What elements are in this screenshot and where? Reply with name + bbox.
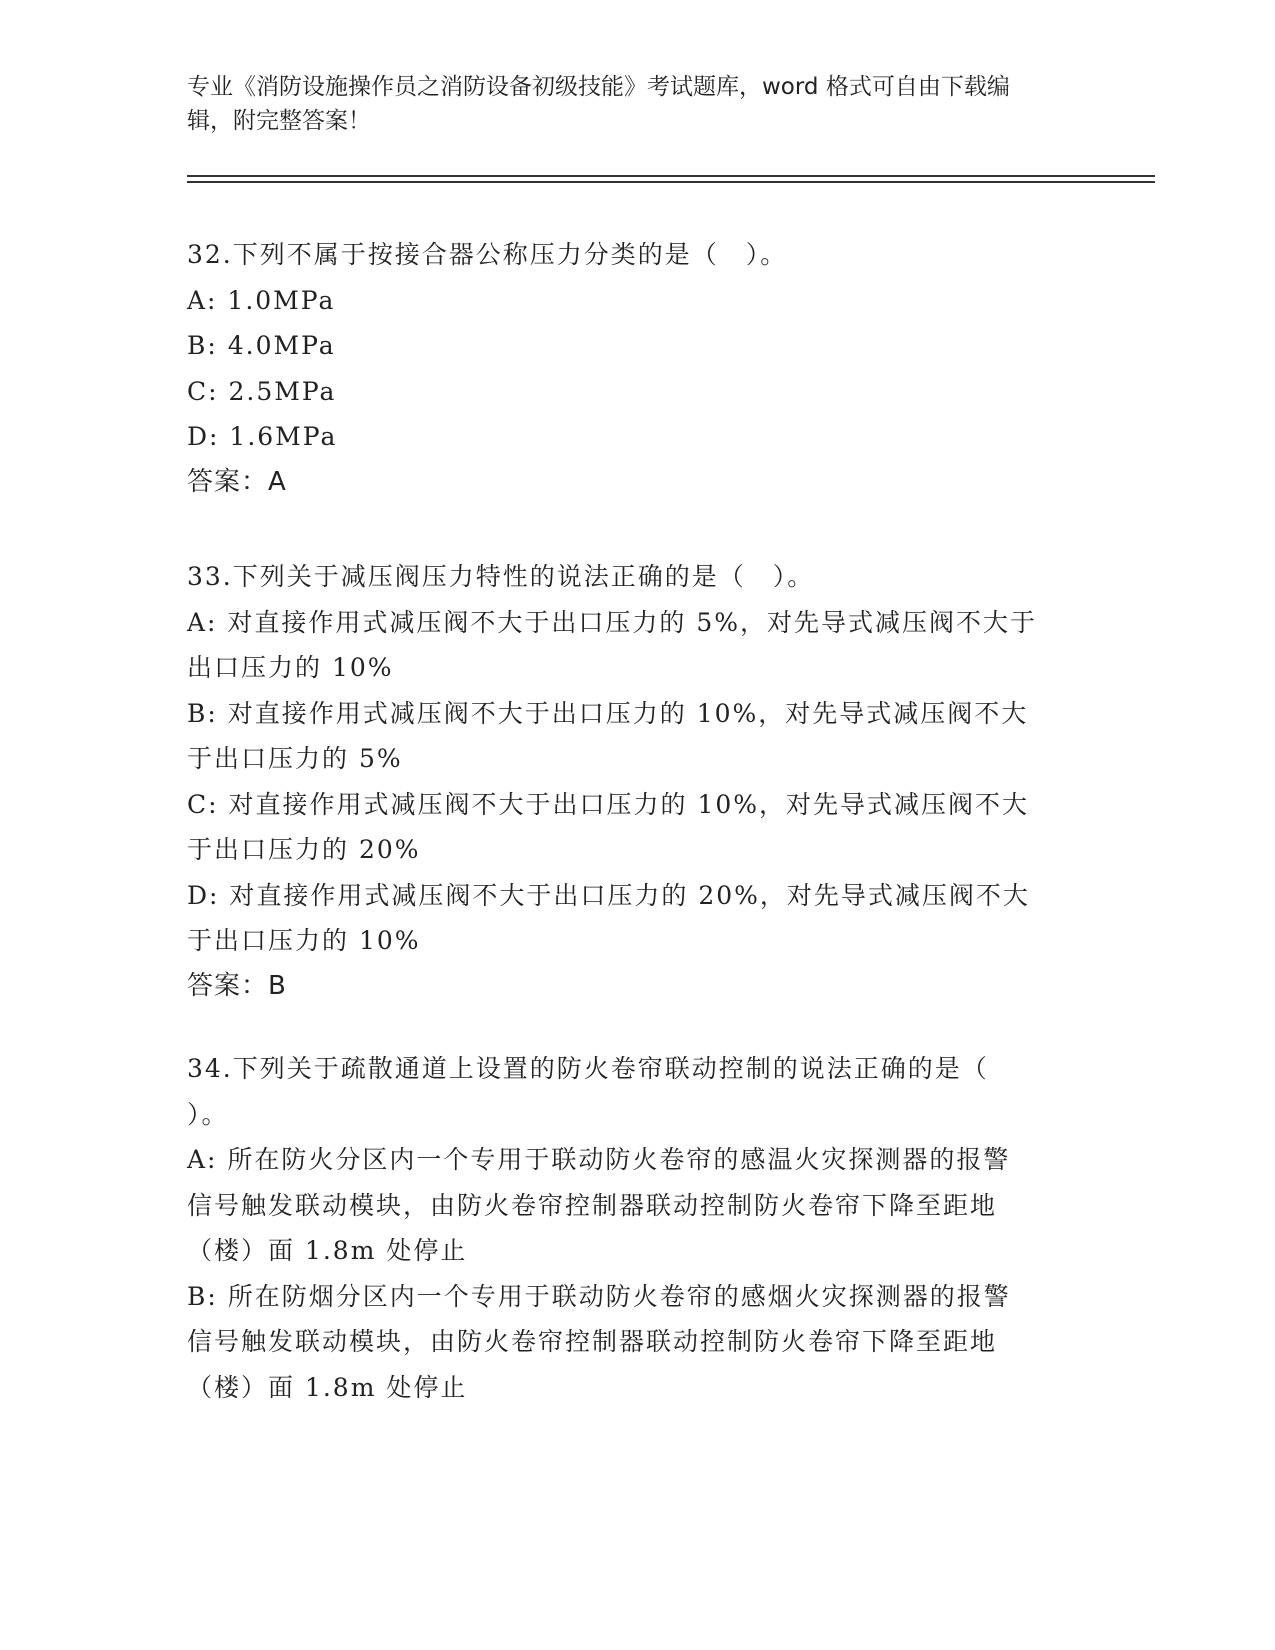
option-c-line-2: 于出口压力的 20% [187, 835, 421, 864]
header-line-1: 专业《消防设施操作员之消防设备初级技能》考试题库，word 格式可自由下载编 [187, 74, 1010, 100]
header-rule-top [187, 175, 1155, 177]
answer-label: 答案：B [187, 970, 287, 1001]
header-line-2: 辑，附完整答案！ [187, 108, 371, 134]
option-b-line-2: 于出口压力的 5% [187, 744, 403, 773]
option-d-line-1: D: 对直接作用式减压阀不大于出口压力的 20%，对先导式减压阀不大 [187, 880, 1030, 910]
option-a-line-2: 信号触发联动模块，由防火卷帘控制器联动控制防火卷帘下降至距地 [187, 1190, 998, 1220]
option-a-line-3: （楼）面 1.8m 处停止 [187, 1236, 468, 1265]
option-d: D: 1.6MPa [187, 422, 338, 451]
option-a-line-1: A: 所在防火分区内一个专用于联动防火卷帘的感温火灾探测器的报警 [187, 1145, 1011, 1174]
option-b-line-1: B: 所在防烟分区内一个专用于联动防火卷帘的感烟火灾探测器的报警 [187, 1281, 1011, 1311]
option-d-line-2: 于出口压力的 10% [187, 926, 421, 955]
question-stem-line-1: 34.下列关于疏散通道上设置的防火卷帘联动控制的说法正确的是（ [187, 1054, 989, 1083]
option-c: C: 2.5MPa [187, 376, 337, 406]
question-stem: 33.下列关于减压阀压力特性的说法正确的是（ ）。 [187, 562, 815, 591]
option-a: A: 1.0MPa [187, 285, 336, 315]
option-b-line-1: B: 对直接作用式减压阀不大于出口压力的 10%，对先导式减压阀不大 [187, 698, 1029, 728]
option-a-line-2: 出口压力的 10% [187, 653, 394, 682]
question-stem: 32.下列不属于按接合器公称压力分类的是（ ）。 [187, 240, 788, 269]
question-34 [187, 1046, 1087, 1410]
option-a-line-1: A: 对直接作用式减压阀不大于出口压力的 5%，对先导式减压阀不大于 [187, 607, 1038, 637]
question-32 [187, 232, 1087, 505]
header-rule-bottom [187, 181, 1155, 183]
question-stem-line-2: ）。 [187, 1099, 229, 1129]
option-c-line-1: C: 对直接作用式减压阀不大于出口压力的 10%，对先导式减压阀不大 [187, 789, 1030, 819]
option-b: B: 4.0MPa [187, 331, 336, 360]
question-33 [187, 554, 1087, 1009]
option-b-line-2: 信号触发联动模块，由防火卷帘控制器联动控制防火卷帘下降至距地 [187, 1327, 998, 1356]
option-b-line-3: （楼）面 1.8m 处停止 [187, 1372, 468, 1402]
answer-label: 答案：A [187, 466, 287, 497]
document-header [187, 70, 1067, 138]
